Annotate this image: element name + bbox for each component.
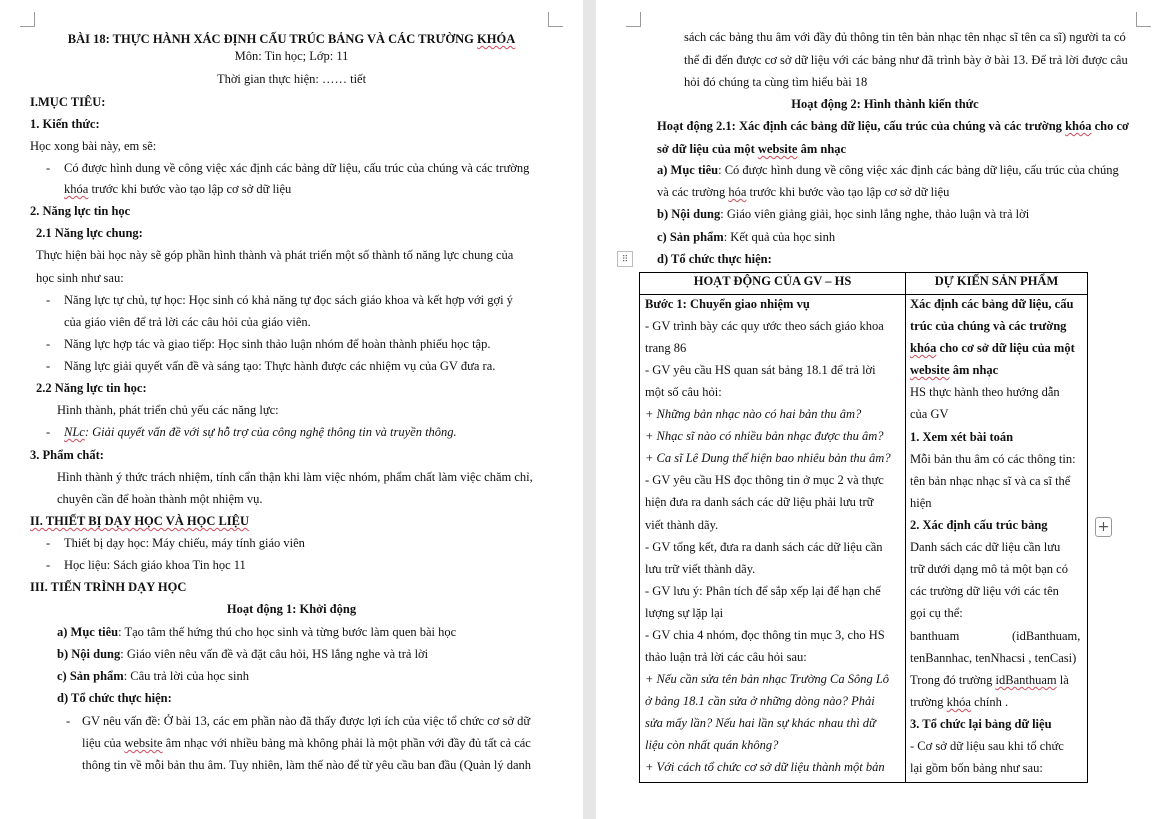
bullet: - bbox=[46, 161, 51, 175]
table-cell-text: Danh sách các dữ liệu cần lưu bbox=[910, 540, 1061, 554]
table-cell-text: 1. Xem xét bài toán bbox=[910, 430, 1014, 444]
table-cell-text: một số câu hỏi: bbox=[645, 385, 722, 400]
subsection-heading: 1. Kiến thức: bbox=[30, 117, 100, 131]
table-header-cell: DỰ KIẾN SẢN PHẨM bbox=[934, 274, 1059, 288]
table-cell-text: Trong đó trường idBanthuam là bbox=[910, 673, 1069, 687]
table-cell-text: tenBannhac, tenNhacsi , tenCasi) bbox=[910, 651, 1077, 665]
list-item-cont: khóa trước khi bước vào tạo lập cơ sở dữ liệu bbox=[64, 182, 292, 196]
paragraph: c) Sản phẩm: Câu trả lời của học sinh bbox=[57, 669, 250, 683]
list-item: Có được hình dung về công việc xác định các bảng dữ liệu, cấu trúc của chúng và các trường bbox=[64, 161, 530, 175]
list-item: Học liệu: Sách giáo khoa Tin học 11 bbox=[64, 558, 246, 572]
table-cell-text: hiện đưa ra danh sách các dữ liệu phải lưu trữ bbox=[645, 495, 874, 510]
table-cell-text: trữ dưới dạng mô tả một bạn có bbox=[910, 562, 1068, 576]
subsection-heading: 2. Năng lực tin học bbox=[30, 204, 131, 218]
subsection-heading: 2.1 Năng lực chung: bbox=[36, 226, 143, 240]
activity-heading: Hoạt động 2: Hình thành kiến thức bbox=[791, 97, 979, 111]
activity-heading: Hoạt động 1: Khởi động bbox=[226, 602, 357, 616]
table-cell-text: - Cơ sở dữ liệu sau khi tổ chức bbox=[910, 739, 1064, 753]
table-cell-text: banthuam bbox=[910, 629, 960, 643]
table-cell-text: + Với cách tổ chức cơ sở dữ liệu thành một bản bbox=[645, 760, 885, 775]
table-cell-text: + Nếu cần sửa tên bản nhạc Trường Ca Sông Lô bbox=[645, 671, 890, 686]
table-cell-text: thảo luận trả lời các câu hỏi sau: bbox=[645, 649, 807, 664]
crop-mark-icon bbox=[1136, 12, 1151, 27]
table-border bbox=[639, 782, 1088, 783]
table-cell-text: Bước 1: Chuyển giao nhiệm vụ bbox=[645, 297, 810, 311]
table-cell-text: của GV bbox=[910, 407, 949, 421]
paragraph: c) Sản phẩm: Kết quả của học sinh bbox=[657, 230, 836, 244]
table-cell-text: + Ca sĩ Lê Dung thể hiện bao nhiêu bản thu âm? bbox=[645, 451, 891, 466]
table-cell-text: (idBanthuam, bbox=[1012, 629, 1081, 643]
table-cell-text: trúc của chúng và các trường bbox=[910, 319, 1067, 333]
table-cell-text: HS thực hành theo hướng dẫn bbox=[910, 385, 1060, 399]
table-cell-text: 3. Tổ chức lại bảng dữ liệu bbox=[910, 717, 1052, 731]
list-item: Năng lực giải quyết vấn đề và sáng tạo: Thực hành được các nhiệm vụ của GV đưa ra. bbox=[64, 359, 496, 373]
bullet: - bbox=[46, 558, 51, 572]
activity-subheading: Hoạt động 2.1: Xác định các bảng dữ liệu, cấu trúc của chúng và các trường khóa cho cơ bbox=[657, 119, 1129, 133]
table-cell-text: - GV trình bày các quy ước theo sách giáo khoa bbox=[645, 319, 884, 334]
table-cell-text: khóa cho cơ sở dữ liệu của một bbox=[910, 341, 1075, 355]
table-border bbox=[639, 272, 640, 783]
paragraph: hỏi đó chúng ta cùng tìm hiểu bài 18 bbox=[684, 75, 868, 89]
paragraph: a) Mục tiêu: Tạo tâm thế hứng thú cho học sinh và từng bước làm quen bài học bbox=[57, 625, 457, 639]
table-cell-text: hiện bbox=[910, 496, 932, 510]
table-cell-text: website âm nhạc bbox=[910, 363, 999, 377]
list-item-cont: liệu của website âm nhạc với nhiều bảng mà không phải là một phần với đầy đủ tất cả các bbox=[82, 736, 531, 750]
paragraph: thể đi đến được cơ sở dữ liệu với các bảng như đã trình bày ở bài 13. Để trả lời được câu bbox=[684, 53, 1128, 67]
section-heading: II. THIẾT BỊ DẠY HỌC VÀ HỌC LIỆU bbox=[30, 514, 250, 528]
table-border bbox=[1087, 272, 1088, 783]
table-cell-text: lưu trữ viết thành dãy. bbox=[645, 561, 756, 576]
table-cell-text: ở bảng 18.1 cần sửa ở những dòng nào? Phải bbox=[645, 693, 875, 708]
paragraph: Thực hiện bài học này sẽ góp phần hình thành và phát triển một số thành tố năng lực chung của bbox=[36, 248, 514, 262]
paragraph: Hình thành, phát triển chủ yếu các năng lực: bbox=[57, 403, 279, 417]
paragraph: học sinh như sau: bbox=[36, 271, 124, 285]
table-cell-text: Mỗi bản thu âm có các thông tin: bbox=[910, 452, 1076, 466]
paragraph: Hình thành ý thức trách nhiệm, tính cẩn thận khi làm việc nhóm, phẩm chất làm việc chăm chỉ, bbox=[57, 470, 533, 484]
table-cell-text: lượng sự lặp lại bbox=[645, 605, 724, 620]
paragraph: chuyên cần để hoàn thành một nhiệm vụ. bbox=[57, 492, 263, 506]
table-cell-text: trang 86 bbox=[645, 341, 687, 356]
table-cell-text: - GV lưu ý: Phân tích để sắp xếp lại để hạn chế bbox=[645, 583, 881, 598]
section-heading: III. TIẾN TRÌNH DẠY HỌC bbox=[30, 580, 187, 594]
subject-line: Môn: Tin học; Lớp: 11 bbox=[234, 49, 349, 63]
time-line: Thời gian thực hiện: …… tiết bbox=[216, 72, 367, 86]
bullet: - bbox=[46, 536, 51, 550]
table-cell-text: 2. Xác định cấu trúc bảng bbox=[910, 518, 1048, 532]
list-item-cont: thông tin về mỗi bản thu âm. Tuy nhiên, làm thế nào để từ yêu cầu ban đầu (Quản lý danh bbox=[82, 758, 532, 772]
table-border bbox=[905, 272, 906, 783]
table-border bbox=[639, 294, 1088, 295]
document-page-left bbox=[0, 0, 583, 819]
crop-mark-icon bbox=[548, 12, 563, 27]
table-cell-text: + Những bản nhạc nào có hai bản thu âm? bbox=[645, 407, 862, 422]
paragraph: d) Tổ chức thực hiện: bbox=[657, 252, 772, 266]
crop-mark-icon bbox=[20, 12, 35, 27]
crop-mark-icon bbox=[626, 12, 641, 27]
list-item-cont: của giáo viên để trả lời các câu hỏi của giáo viên. bbox=[64, 315, 311, 329]
subsection-heading: 3. Phẩm chất: bbox=[30, 448, 104, 462]
table-cell-text: - GV chia 4 nhóm, đọc thông tin mục 3, cho HS bbox=[645, 627, 885, 642]
subsection-heading: 2.2 Năng lực tin học: bbox=[36, 381, 147, 395]
paragraph: sách các bảng thu âm với đầy đủ thông tin tên bản nhạc tên nhạc sĩ tên ca sĩ) người ta có bbox=[684, 30, 1126, 44]
activity-subheading: sở dữ liệu của một website âm nhạc bbox=[657, 142, 847, 156]
table-cell-text: - GV tổng kết, đưa ra danh sách các dữ liệu cần bbox=[645, 539, 883, 554]
table-cell-text: lại gồm bốn bảng như sau: bbox=[910, 761, 1043, 775]
bullet: - bbox=[66, 714, 71, 728]
list-item: Năng lực hợp tác và giao tiếp: Học sinh thảo luận nhóm để hoàn thành phiếu học tập. bbox=[64, 337, 491, 351]
bullet: - bbox=[46, 337, 51, 351]
spell-flag: KHÓA bbox=[477, 32, 516, 46]
list-item: Năng lực tự chủ, tự học: Học sinh có khả năng tự đọc sách giáo khoa và kết hợp với gợi ý bbox=[64, 293, 513, 307]
list-item: Thiết bị dạy học: Máy chiếu, máy tính giáo viên bbox=[64, 536, 305, 550]
section-heading: I.MỤC TIÊU: bbox=[30, 95, 106, 109]
table-move-handle-icon[interactable]: ⠿ bbox=[617, 251, 633, 267]
add-row-button[interactable]: + bbox=[1095, 517, 1112, 537]
table-cell-text: + Nhạc sĩ nào có nhiều bản nhạc được thu âm? bbox=[645, 429, 884, 444]
paragraph: b) Nội dung: Giáo viên nêu vấn đề và đặt câu hỏi, HS lắng nghe và trả lời bbox=[57, 647, 429, 661]
table-cell-text: gọi cụ thể: bbox=[910, 606, 963, 620]
table-cell-text: liệu còn nhất quán không? bbox=[645, 738, 779, 752]
paragraph: a) Mục tiêu: Có được hình dung về công việc xác định các bảng dữ liệu, cấu trúc của chúng bbox=[657, 163, 1119, 177]
lesson-title: BÀI 18: THỰC HÀNH XÁC ĐỊNH CẤU TRÚC BẢNG VÀ CÁC TRƯỜNG KHÓA bbox=[67, 32, 516, 46]
table-header-cell: HOẠT ĐỘNG CỦA GV – HS bbox=[693, 274, 852, 288]
table-cell-text: - GV yêu cầu HS quan sát bảng 18.1 để trả lời bbox=[645, 363, 876, 378]
table-cell-text: các trường dữ liệu với các tên bbox=[910, 584, 1059, 598]
table-cell-text: tên bản nhạc nhạc sĩ và ca sĩ thể bbox=[910, 474, 1071, 488]
bullet: - bbox=[46, 425, 51, 439]
table-cell-text: sửa mấy lần? Nếu hai lần sự khác nhau thì dữ bbox=[645, 715, 876, 730]
table-cell-text: trường khóa chính . bbox=[910, 695, 1009, 709]
bullet: - bbox=[46, 293, 51, 307]
paragraph: và các trường hóa trước khi bước vào tạo lập cơ sở dữ liệu bbox=[657, 185, 950, 199]
table-cell-text: - GV yêu cầu HS đọc thông tin ở mục 2 và thực bbox=[645, 473, 884, 488]
paragraph: d) Tổ chức thực hiện: bbox=[57, 691, 172, 705]
paragraph: Học xong bài này, em sẽ: bbox=[30, 139, 157, 153]
table-cell-text: Xác định các bảng dữ liệu, cấu bbox=[910, 297, 1074, 311]
list-item: GV nêu vấn đề: Ở bài 13, các em phần nào đã thấy được lợi ích của việc tổ chức cơ sở dữ bbox=[82, 714, 531, 728]
list-item: NLc: Giải quyết vấn đề với sự hỗ trợ của công nghệ thông tin và truyền thông. bbox=[64, 425, 457, 439]
paragraph: b) Nội dung: Giáo viên giảng giải, học sinh lắng nghe, thảo luận và trả lời bbox=[657, 207, 1030, 221]
table-cell-text: viết thành dãy. bbox=[645, 517, 719, 532]
bullet: - bbox=[46, 359, 51, 373]
